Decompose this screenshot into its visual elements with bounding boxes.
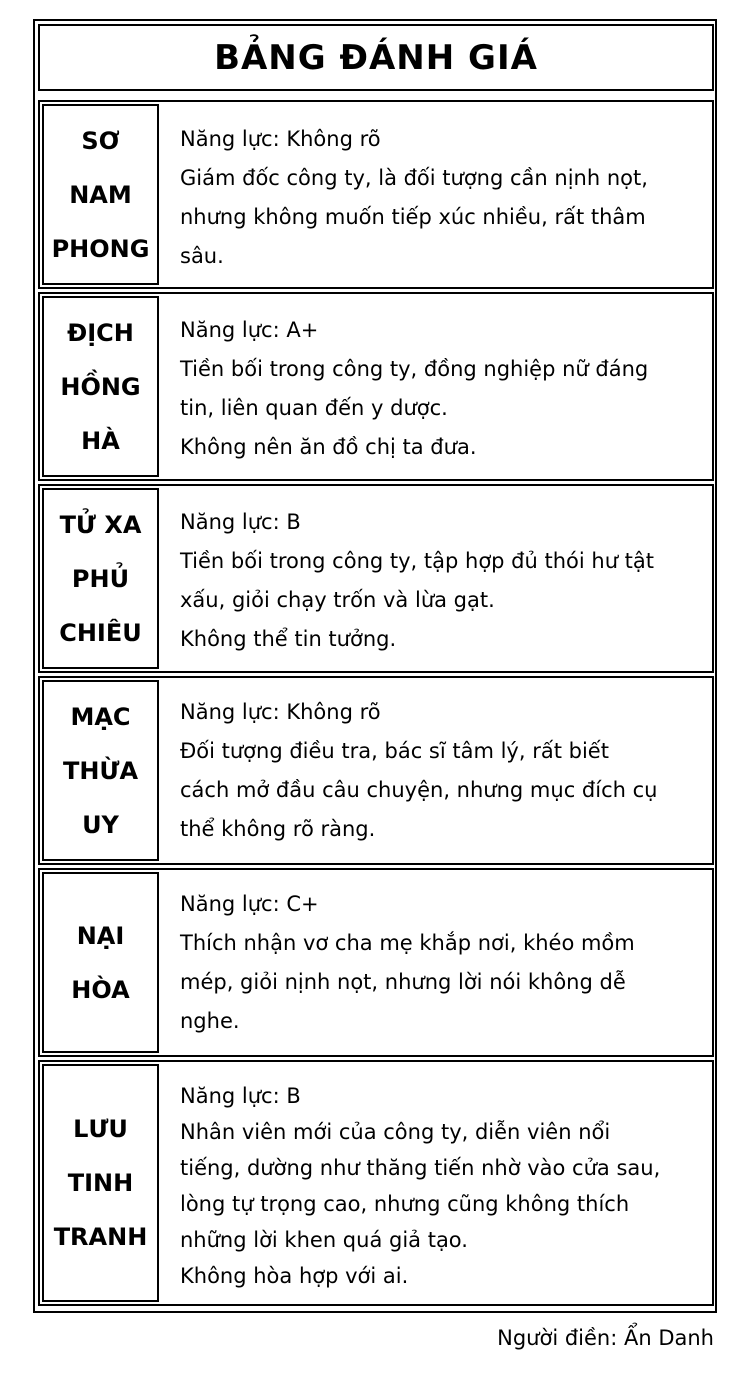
credit-text: Người điền: Ẩn Danh (497, 1326, 714, 1350)
character-description (180, 693, 702, 849)
description-line: nghe. (180, 1009, 240, 1033)
character-name-box (42, 488, 159, 669)
description-line: tin, liên quan đến y dược. (180, 396, 448, 420)
character-name-line: THỪA (62, 756, 139, 785)
character-name-line: HỒNG (60, 372, 141, 401)
description-line: Tiền bối trong công ty, đồng nghiệp nữ đáng (180, 357, 649, 381)
ability-line: Năng lực: Không rõ (180, 700, 381, 724)
description-line: những lời khen quá giả tạo. (180, 1228, 468, 1252)
character-name-line: HÀ (81, 426, 120, 455)
character-name-line: ĐỊCH (67, 318, 134, 347)
description-line: Không hòa hợp với ai. (180, 1264, 409, 1288)
ability-line: Năng lực: C+ (180, 892, 319, 916)
page-title: BẢNG ĐÁNH GIÁ (214, 37, 538, 78)
description-line: lòng tự trọng cao, nhưng cũng không thích (180, 1192, 630, 1216)
description-line: sâu. (180, 244, 224, 268)
character-name-line: HÒA (71, 975, 130, 1004)
description-line: Không thể tin tưởng. (180, 627, 397, 651)
character-name-box (42, 872, 159, 1053)
character-name-line: TRANH (53, 1223, 148, 1251)
character-name-line: TỬ XA (59, 510, 142, 539)
character-name-box (42, 104, 159, 285)
description-line: Không nên ăn đồ chị ta đưa. (180, 435, 477, 459)
character-description (180, 885, 702, 1041)
description-line: Thích nhận vơ cha mẹ khắp nơi, khéo mồm (180, 931, 635, 955)
character-name-box (42, 1064, 159, 1302)
table-row (38, 484, 714, 673)
character-name-line: TINH (67, 1169, 134, 1197)
character-name-line: PHỦ (71, 564, 130, 593)
character-name-line: UY (82, 810, 119, 839)
description-line: cách mở đầu câu chuyện, nhưng mục đích cụ (180, 778, 658, 802)
character-name-box (42, 680, 159, 861)
character-description (180, 503, 702, 659)
description-line: mép, giỏi nịnh nọt, nhưng lời nói không dễ (180, 970, 626, 994)
table-row (38, 1060, 714, 1306)
character-name-line: LƯU (73, 1115, 128, 1143)
character-name-line: PHONG (51, 234, 150, 263)
ability-line: Năng lực: B (180, 1084, 301, 1108)
table-row (38, 292, 714, 481)
ability-line: Năng lực: B (180, 510, 301, 534)
title-box (38, 24, 714, 91)
description-line: tiếng, dường như thăng tiến nhờ vào cửa sau, (180, 1156, 661, 1180)
character-name-box (42, 296, 159, 477)
character-description (180, 311, 702, 467)
table-row (38, 100, 714, 289)
character-description (180, 120, 702, 276)
table-row (38, 676, 714, 865)
description-line: xấu, giỏi chạy trốn và lừa gạt. (180, 588, 495, 612)
description-line: Tiền bối trong công ty, tập hợp đủ thói hư tật (180, 549, 655, 573)
character-name-line: NẠI (76, 921, 125, 950)
character-name-line: SƠ (81, 126, 120, 155)
description-line: Đối tượng điều tra, bác sĩ tâm lý, rất biết (180, 739, 609, 763)
character-name-line: CHIÊU (59, 618, 142, 647)
character-description (180, 1078, 702, 1294)
description-line: thể không rõ ràng. (180, 817, 376, 841)
ability-line: Năng lực: A+ (180, 318, 319, 342)
character-name-line: NAM (69, 180, 132, 209)
table-row (38, 868, 714, 1057)
description-line: Giám đốc công ty, là đối tượng cần nịnh nọt, (180, 166, 648, 190)
character-name-line: MẠC (70, 702, 131, 731)
description-line: nhưng không muốn tiếp xúc nhiều, rất thâm (180, 205, 646, 229)
ability-line: Năng lực: Không rõ (180, 127, 381, 151)
description-line: Nhân viên mới của công ty, diễn viên nổi (180, 1120, 611, 1144)
